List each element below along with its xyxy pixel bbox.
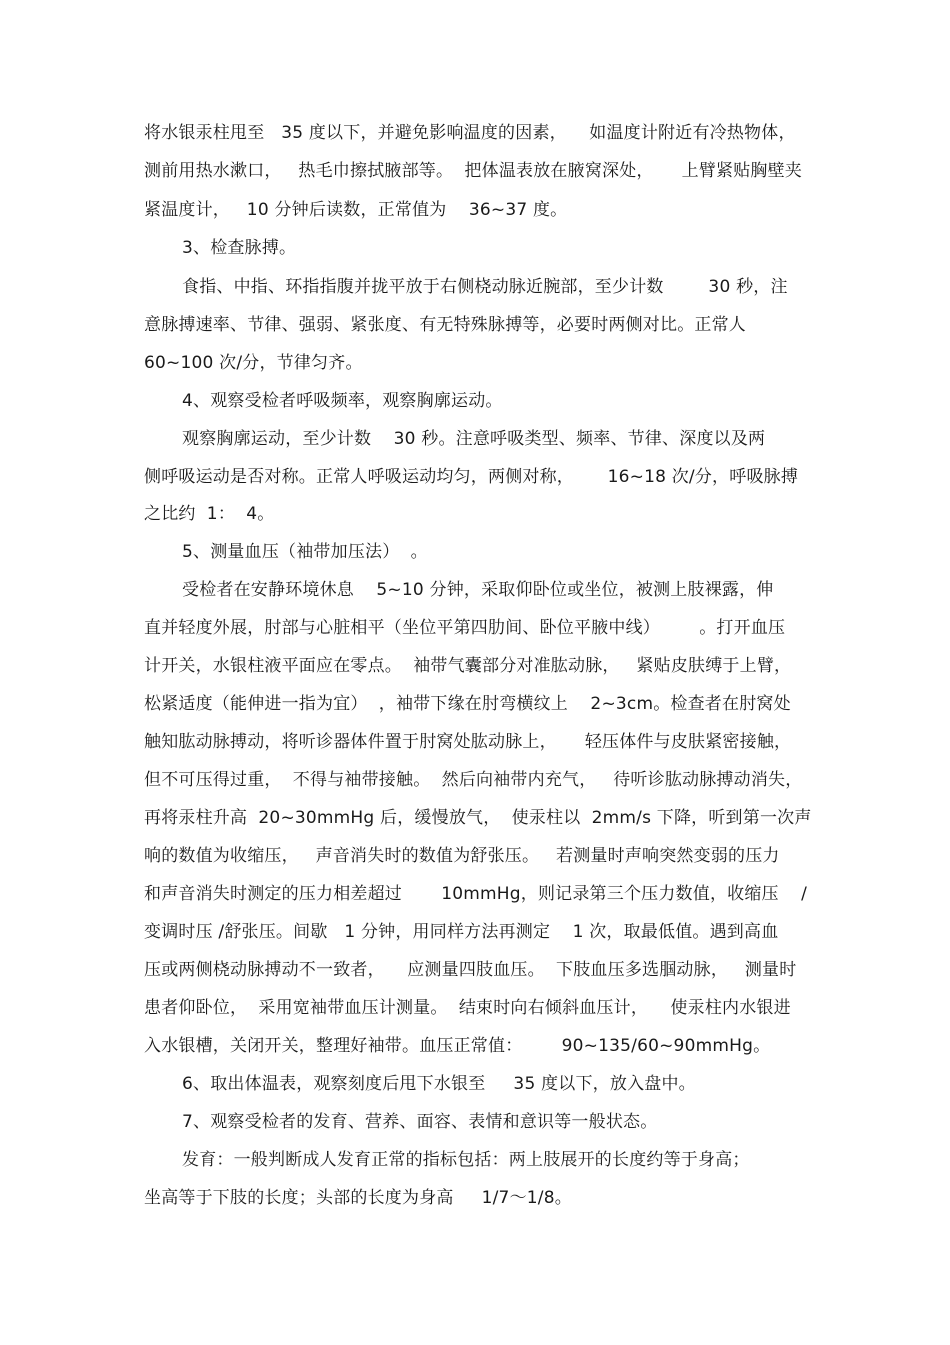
section-heading: 7、观察受检者的发育、营养、面容、表情和意识等一般状态。 — [182, 1112, 658, 1132]
text-line: 直并轻度外展，肘部与心脏相平（坐位平第四肋间、卧位平腋中线） 。打开血压 — [144, 618, 786, 638]
text-line: 但不可压得过重， 不得与袖带接触。 然后向袖带内充气， 待听诊肱动脉搏动消失， — [144, 770, 803, 790]
text-line: 意脉搏速率、节律、强弱、紧张度、有无特殊脉搏等，必要时两侧对比。正常人 — [144, 315, 746, 335]
section-heading: 4、观察受检者呼吸频率，观察胸廓运动。 — [182, 391, 503, 411]
text-line: 受检者在安静环境休息 5~10 分钟，采取仰卧位或坐位，被测上肢裸露，伸 — [182, 580, 774, 600]
text-line: 和声音消失时测定的压力相差超过 10mmHg，则记录第三个压力数值，收缩压 / — [144, 884, 808, 904]
section-heading: 5、测量血压（袖带加压法） 。 — [182, 542, 428, 562]
text-line: 再将汞柱升高 20~30mmHg 后，缓慢放气， 使汞柱以 2mm/s 下降，听到第一次声 — [144, 808, 812, 828]
text-line: 发育：一般判断成人发育正常的指标包括：两上肢展开的长度约等于身高； — [182, 1150, 750, 1170]
text-line: 食指、中指、环指指腹并拢平放于右侧桡动脉近腕部，至少计数 30 秒，注 — [182, 277, 788, 297]
text-line: 响的数值为收缩压， 声音消失时的数值为舒张压。 若测量时声响突然变弱的压力 — [144, 846, 780, 866]
section-heading: 6、取出体温表，观察刻度后甩下水银至 35 度以下，放入盘中。 — [182, 1074, 696, 1094]
text-line: 坐高等于下肢的长度；头部的长度为身高 1/7～1/8。 — [144, 1188, 572, 1208]
text-line: 压或两侧桡动脉搏动不一致者， 应测量四肢血压。 下肢血压多选腘动脉， 测量时 — [144, 960, 797, 980]
text-line: 将水银汞柱甩至 35 度以下，并避免影响温度的因素， 如温度计附近有冷热物体， — [144, 123, 796, 143]
text-line: 患者仰卧位， 采用宽袖带血压计测量。 结束时向右倾斜血压计， 使汞柱内水银进 — [144, 998, 791, 1018]
text-line: 松紧适度（能伸进一指为宜） ，袖带下缘在肘弯横纹上 2~3cm。检查者在肘窝处 — [144, 694, 791, 714]
text-line: 观察胸廓运动，至少计数 30 秒。注意呼吸类型、频率、节律、深度以及两 — [182, 429, 766, 449]
text-line: 测前用热水漱口， 热毛巾擦拭腋部等。 把体温表放在腋窝深处， 上臂紧贴胸壁夹 — [144, 161, 803, 181]
text-line: 之比约 1： 4。 — [144, 504, 275, 524]
text-line: 入水银槽，关闭开关，整理好袖带。血压正常值： 90~135/60~90mmHg。 — [144, 1036, 771, 1056]
text-line: 变调时压 /舒张压。间歇 1 分钟，用同样方法再测定 1 次，取最低值。遇到高血 — [144, 922, 779, 942]
text-line: 侧呼吸运动是否对称。正常人呼吸运动均匀，两侧对称， 16~18 次/分，呼吸脉搏 — [144, 467, 799, 487]
text-line: 紧温度计， 10 分钟后读数，正常值为 36~37 度。 — [144, 200, 568, 220]
text-line: 60~100 次/分，节律匀齐。 — [144, 353, 363, 373]
section-heading: 3、检查脉搏。 — [182, 238, 297, 258]
text-line: 触知肱动脉搏动，将听诊器体件置于肘窝处肱动脉上， 轻压体件与皮肤紧密接触， — [144, 732, 792, 752]
text-line: 计开关，水银柱液平面应在零点。 袖带气囊部分对准肱动脉， 紧贴皮肤缚于上臂， — [144, 656, 792, 676]
